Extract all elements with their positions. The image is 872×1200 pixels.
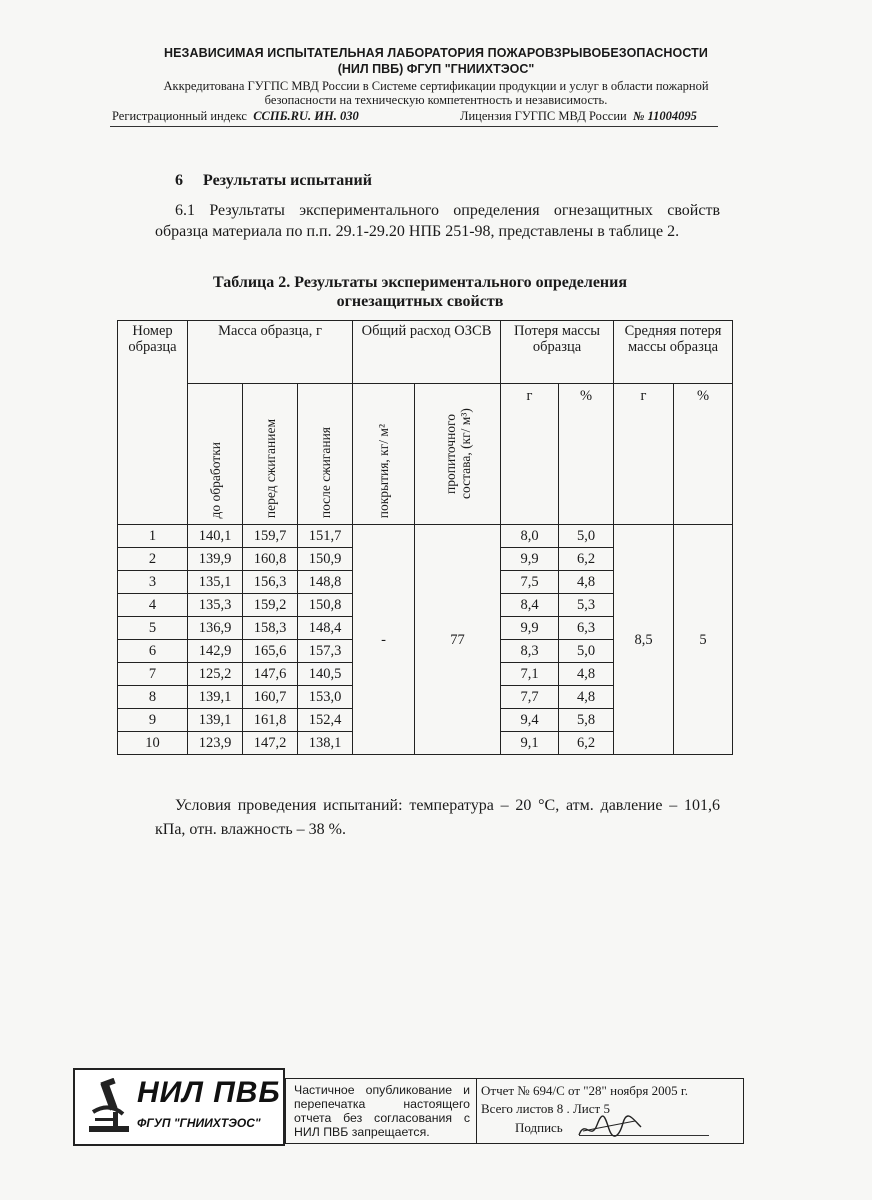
cell-loss-pct: 6,2 <box>559 732 614 755</box>
cell-loss-g: 7,5 <box>501 571 559 594</box>
header-after-burning: после сжигания <box>317 426 333 518</box>
cell-sample-no: 7 <box>118 663 188 686</box>
report-number: Отчет № 694/С от "28" ноября 2005 г. <box>481 1083 689 1098</box>
license <box>460 109 697 124</box>
cell-mass-before-burning: 160,8 <box>243 548 298 571</box>
cell-mass-before-treatment: 142,9 <box>188 640 243 663</box>
header-avg-loss: Средняя потеря массы образца <box>614 321 733 384</box>
header-coating: покрытия, кг/ м² <box>376 423 392 518</box>
publication-notice-box <box>285 1078 477 1144</box>
header-unit-pct: % <box>579 388 593 404</box>
header-divider <box>110 126 718 127</box>
cell-loss-g: 9,9 <box>501 617 559 640</box>
lab-short-name: (НИЛ ПВБ) ФГУП "ГНИИХТЭОС" <box>337 62 535 76</box>
sheet-count: Всего листов 8 . Лист 5 <box>481 1101 610 1116</box>
cell-mass-after-burning: 150,9 <box>298 548 353 571</box>
header-unit-pct2: % <box>696 388 710 404</box>
license-value: № 11004095 <box>632 109 697 123</box>
cell-mass-before-treatment: 139,1 <box>188 709 243 732</box>
cell-loss-g: 7,1 <box>501 663 559 686</box>
table-caption <box>160 273 680 311</box>
cell-loss-g: 9,1 <box>501 732 559 755</box>
cell-mass-before-burning: 161,8 <box>243 709 298 732</box>
cell-mass-before-burning: 156,3 <box>243 571 298 594</box>
cell-avg-loss-g: 8,5 <box>614 525 674 755</box>
cell-loss-g: 9,9 <box>501 548 559 571</box>
cell-mass-before-treatment: 136,9 <box>188 617 243 640</box>
cell-mass-after-burning: 148,4 <box>298 617 353 640</box>
cell-loss-g: 8,3 <box>501 640 559 663</box>
table-caption-line-1: Таблица 2. Результаты экспериментального определения <box>212 274 628 291</box>
registration-value: ССПБ.RU. ИН. 030 <box>253 109 359 123</box>
results-table <box>117 320 733 755</box>
cell-mass-before-treatment: 123,9 <box>188 732 243 755</box>
microscope-icon <box>83 1078 135 1136</box>
cell-sample-no: 6 <box>118 640 188 663</box>
header-impregnating-cell <box>415 384 501 525</box>
section-number: 6 <box>175 172 183 189</box>
report-info-box <box>475 1078 744 1144</box>
cell-mass-before-burning: 159,7 <box>243 525 298 548</box>
lab-name: НЕЗАВИСИМАЯ ИСПЫТАТЕЛЬНАЯ ЛАБОРАТОРИЯ ПОЖАРОВЗРЫВОБЕЗОПАСНОСТИ <box>163 46 709 60</box>
footer <box>73 1068 743 1144</box>
cell-sample-no: 3 <box>118 571 188 594</box>
header-unit-g: г <box>526 388 533 404</box>
cell-loss-pct: 4,8 <box>559 663 614 686</box>
cell-mass-after-burning: 150,8 <box>298 594 353 617</box>
lab-stamp <box>73 1068 285 1146</box>
header-unit-pct-cell <box>559 384 614 525</box>
cell-sample-no: 9 <box>118 709 188 732</box>
header-mass: Масса образца, г <box>188 321 353 384</box>
cell-loss-pct: 6,2 <box>559 548 614 571</box>
cell-mass-after-burning: 148,8 <box>298 571 353 594</box>
registration-index <box>112 109 359 124</box>
registration-label: Регистрационный индекс <box>112 109 247 123</box>
accreditation-line-1: Аккредитована ГУГПС МВД России в Системе сертификации продукции и услуг в области пожарной <box>163 79 709 93</box>
cell-mass-after-burning: 152,4 <box>298 709 353 732</box>
cell-loss-pct: 6,3 <box>559 617 614 640</box>
cell-mass-before-burning: 158,3 <box>243 617 298 640</box>
cell-loss-pct: 5,0 <box>559 525 614 548</box>
cell-mass-before-treatment: 139,9 <box>188 548 243 571</box>
header-before-burning-cell <box>243 384 298 525</box>
cell-loss-g: 8,0 <box>501 525 559 548</box>
cell-mass-before-burning: 159,2 <box>243 594 298 617</box>
cell-loss-pct: 5,8 <box>559 709 614 732</box>
cell-mass-after-burning: 151,7 <box>298 525 353 548</box>
header-sample-no: Номер образца <box>118 321 188 525</box>
cell-mass-before-burning: 165,6 <box>243 640 298 663</box>
cell-coating-consumption: - <box>353 525 415 755</box>
cell-mass-before-treatment: 135,1 <box>188 571 243 594</box>
cell-mass-after-burning: 138,1 <box>298 732 353 755</box>
header-unit-pct2-cell <box>674 384 733 525</box>
header-after-burning-cell <box>298 384 353 525</box>
cell-sample-no: 5 <box>118 617 188 640</box>
table-caption-line-2: огнезащитных свойств <box>336 293 504 310</box>
header-before-treatment-cell <box>188 384 243 525</box>
header-before-burning: перед сжиганием <box>262 418 278 518</box>
cell-sample-no: 4 <box>118 594 188 617</box>
signature-label: Подпись <box>515 1120 563 1135</box>
cell-avg-loss-pct: 5 <box>674 525 733 755</box>
section-paragraph: 6.1 Результаты экспериментального определения огнезащитных свойств образца материала по п.п. 29.1-29.20 НПБ 251-98, представлены в таблице 2. <box>155 202 720 240</box>
cell-loss-pct: 4,8 <box>559 686 614 709</box>
cell-mass-before-treatment: 140,1 <box>188 525 243 548</box>
cell-loss-g: 8,4 <box>501 594 559 617</box>
cell-mass-after-burning: 157,3 <box>298 640 353 663</box>
cell-sample-no: 8 <box>118 686 188 709</box>
header-unit-g2: г <box>640 388 647 404</box>
cell-mass-before-treatment: 125,2 <box>188 663 243 686</box>
header-unit-g-cell <box>501 384 559 525</box>
cell-mass-after-burning: 153,0 <box>298 686 353 709</box>
header-mass-loss: Потеря массы образца <box>501 321 614 384</box>
header-impregnating: пропиточного состава, (кг/ м³) <box>442 408 473 500</box>
cell-mass-before-burning: 147,2 <box>243 732 298 755</box>
header-before-treatment: до обработки <box>207 441 223 518</box>
cell-sample-no: 1 <box>118 525 188 548</box>
cell-mass-after-burning: 140,5 <box>298 663 353 686</box>
cell-sample-no: 10 <box>118 732 188 755</box>
cell-loss-g: 9,4 <box>501 709 559 732</box>
cell-mass-before-treatment: 139,1 <box>188 686 243 709</box>
cell-loss-pct: 5,3 <box>559 594 614 617</box>
signature-icon <box>575 1115 645 1141</box>
cell-loss-g: 7,7 <box>501 686 559 709</box>
cell-impregnating-consumption: 77 <box>415 525 501 755</box>
license-label: Лицензия ГУГПС МВД России <box>460 109 627 123</box>
header-unit-g2-cell <box>614 384 674 525</box>
section-title: Результаты испытаний <box>203 172 372 189</box>
accreditation-line-2: безопасности на техническую компетентность и независимость. <box>264 93 608 107</box>
stamp-subtitle: ФГУП "ГНИИХТЭОС" <box>137 1116 261 1130</box>
header-coating-cell <box>353 384 415 525</box>
publication-notice: Частичное опубликование и перепечатка настоящего отчета без согласования с НИЛ ПВБ запрещается. <box>294 1083 470 1139</box>
cell-mass-before-burning: 147,6 <box>243 663 298 686</box>
cell-loss-pct: 4,8 <box>559 571 614 594</box>
cell-mass-before-burning: 160,7 <box>243 686 298 709</box>
cell-loss-pct: 5,0 <box>559 640 614 663</box>
cell-mass-before-treatment: 135,3 <box>188 594 243 617</box>
stamp-title: НИЛ ПВБ <box>137 1076 281 1109</box>
test-conditions: Условия проведения испытаний: температура – 20 °С, атм. давление – 101,6 кПа, отн. влажность – 38 %. <box>155 797 720 838</box>
cell-sample-no: 2 <box>118 548 188 571</box>
table-row <box>118 525 733 548</box>
section-heading <box>175 172 372 190</box>
header-consumption: Общий расход ОЗСВ <box>353 321 501 384</box>
